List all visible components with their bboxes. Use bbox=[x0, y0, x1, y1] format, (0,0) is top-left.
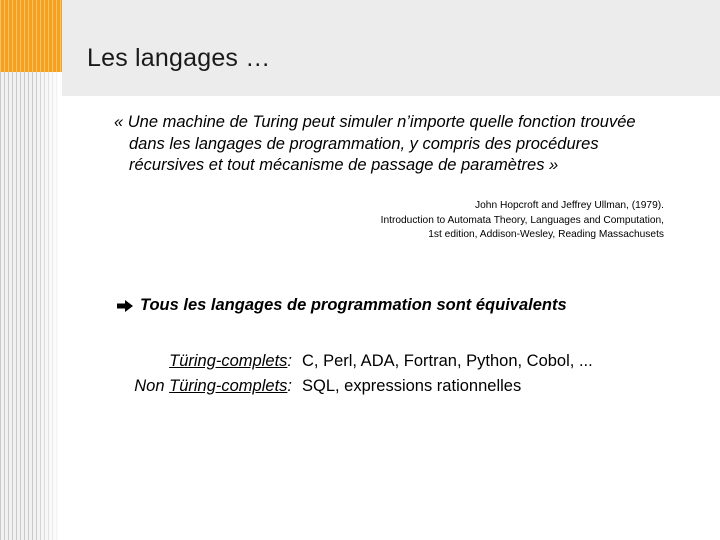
right-arrow-icon bbox=[116, 299, 134, 313]
decorative-stripes bbox=[0, 72, 58, 540]
term-turing-complete: Türing-complets bbox=[169, 352, 288, 370]
example-row-turing-complete bbox=[116, 349, 593, 374]
citation-line: 1st edition, Addison-Wesley, Reading Massachusets bbox=[428, 229, 664, 240]
decorative-orange-block bbox=[0, 0, 62, 72]
examples bbox=[116, 349, 593, 399]
example-value: SQL, expressions rationnelles bbox=[302, 377, 522, 395]
label-prefix: Non bbox=[134, 377, 170, 395]
example-label bbox=[116, 374, 292, 399]
slide-title: Les langages … bbox=[87, 44, 271, 72]
example-value: C, Perl, ADA, Fortran, Python, Cobol, ... bbox=[302, 352, 593, 370]
example-row-non-turing-complete bbox=[116, 374, 593, 399]
conclusion bbox=[116, 296, 567, 315]
term-turing-complete: Türing-complets bbox=[169, 377, 288, 395]
citation bbox=[304, 199, 664, 243]
example-label bbox=[116, 349, 292, 374]
citation-line: John Hopcroft and Jeffrey Ullman, (1979). bbox=[475, 200, 664, 211]
separator: : bbox=[287, 377, 292, 395]
separator: : bbox=[287, 352, 292, 370]
turing-quote: « Une machine de Turing peut simuler n’importe quelle fonction trouvée dans les langages de programmation, y compris des procédures récursives et tout mécanisme de passage de paramètres » bbox=[114, 113, 636, 174]
conclusion-text: Tous les langages de programmation sont équivalents bbox=[140, 296, 567, 314]
citation-line: Introduction to Automata Theory, Languages and Computation, bbox=[380, 214, 664, 226]
